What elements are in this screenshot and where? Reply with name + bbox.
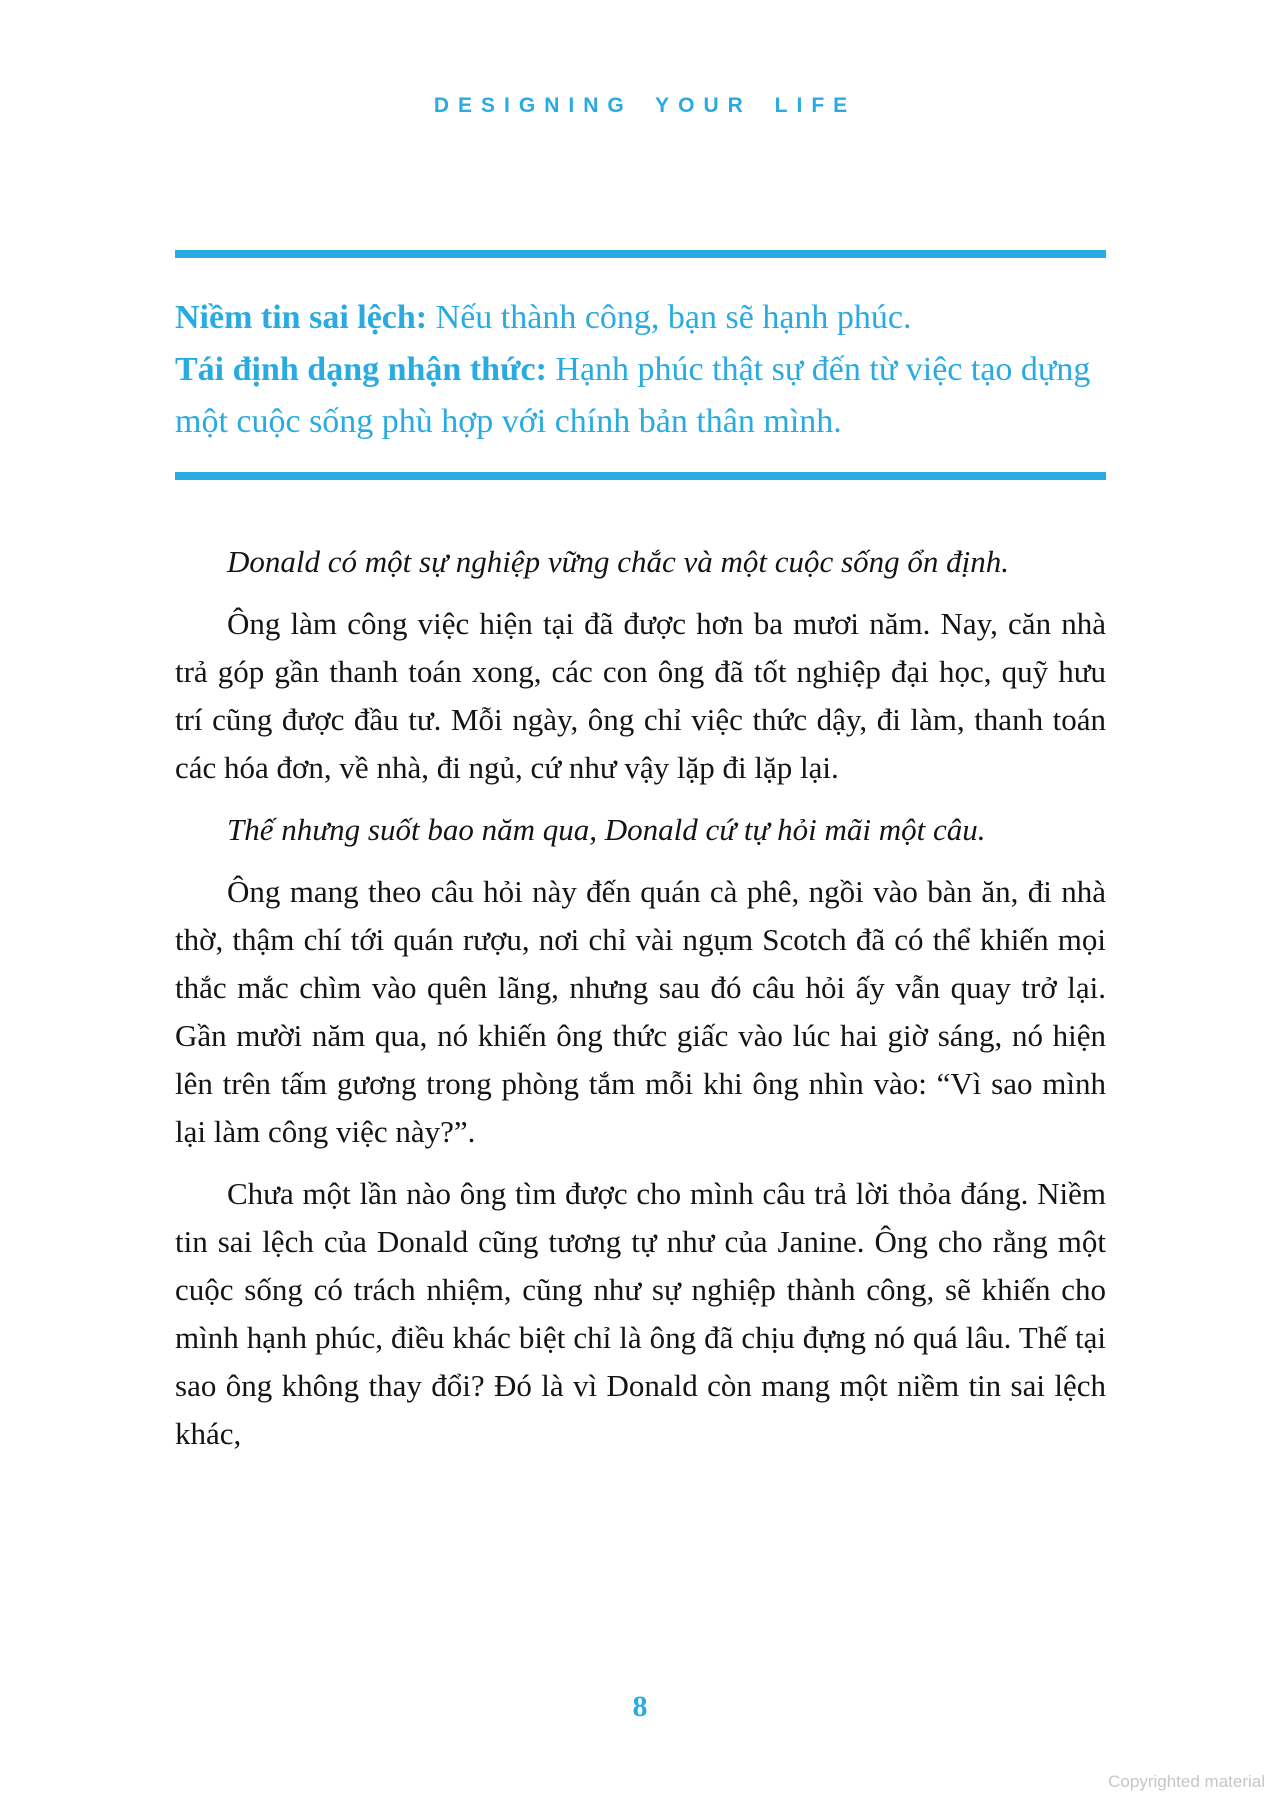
copyright-watermark: Copyrighted material xyxy=(1108,1772,1265,1791)
body-paragraph-1: Donald có một sự nghiệp vững chắc và một cuộc sống ổn định. xyxy=(227,544,1009,579)
body-paragraph-2: Ông làm công việc hiện tại đã được hơn ba mươi năm. Nay, căn nhà trả góp gần thanh toán xong, các con ông đã tốt nghiệp đại học, quỹ hưu trí cũng được đầu tư. Mỗi ngày, ông chỉ việc thức dậy, đi làm, thanh toán các hóa đơn, về nhà, đi ngủ, cứ như vậy lặp đi lặp lại. xyxy=(175,606,1106,785)
reframe-label: Tái định dạng nhận thức: xyxy=(175,351,547,388)
belief-text: Nếu thành công, bạn sẽ hạnh phúc. xyxy=(427,299,912,336)
body-paragraph-5: Chưa một lần nào ông tìm được cho mình câu trả lời thỏa đáng. Niềm tin sai lệch của Donald cũng tương tự như của Janine. Ông cho rằng một cuộc sống có trách nhiệm, cũng như sự nghiệp thành công, sẽ khiến cho mình hạnh phúc, điều khác biệt chỉ là ông đã chịu đựng nó quá lâu. Thế tại sao ông không thay đổi? Đó là vì Donald còn mang một niềm tin sai lệch khác, xyxy=(175,1176,1106,1451)
page-column xyxy=(175,0,1106,1472)
body-paragraph-4: Ông mang theo câu hỏi này đến quán cà phê, ngồi vào bàn ăn, đi nhà thờ, thậm chí tới quán rượu, nơi chỉ vài ngụm Scotch đã có thể khiến mọi thắc mắc chìm vào quên lãng, nhưng sau đó câu hỏi ấy vẫn quay trở lại. Gần mười năm qua, nó khiến ông thức giấc vào lúc hai giờ sáng, nó hiện lên trên tấm gương trong phòng tắm mỗi khi ông nhìn vào: “Vì sao mình lại làm công việc này?”. xyxy=(175,874,1106,1149)
belief-callout xyxy=(175,258,1106,472)
page-number: 8 xyxy=(632,1690,648,1723)
running-header: DESIGNING YOUR LIFE xyxy=(433,94,857,117)
reframe-line xyxy=(175,344,1106,448)
belief-label: Niềm tin sai lệch: xyxy=(175,299,428,336)
reframe-text: Hạnh phúc thật sự đến từ việc tạo dựng một cuộc sống phù hợp với chính bản thân mình. xyxy=(175,351,1091,440)
section-rule-top xyxy=(175,250,1106,258)
section-rule-bottom xyxy=(175,472,1106,480)
body-text xyxy=(175,538,1106,1458)
belief-line xyxy=(175,292,1106,344)
body-paragraph-3: Thế nhưng suốt bao năm qua, Donald cứ tự hỏi mãi một câu. xyxy=(227,812,986,847)
